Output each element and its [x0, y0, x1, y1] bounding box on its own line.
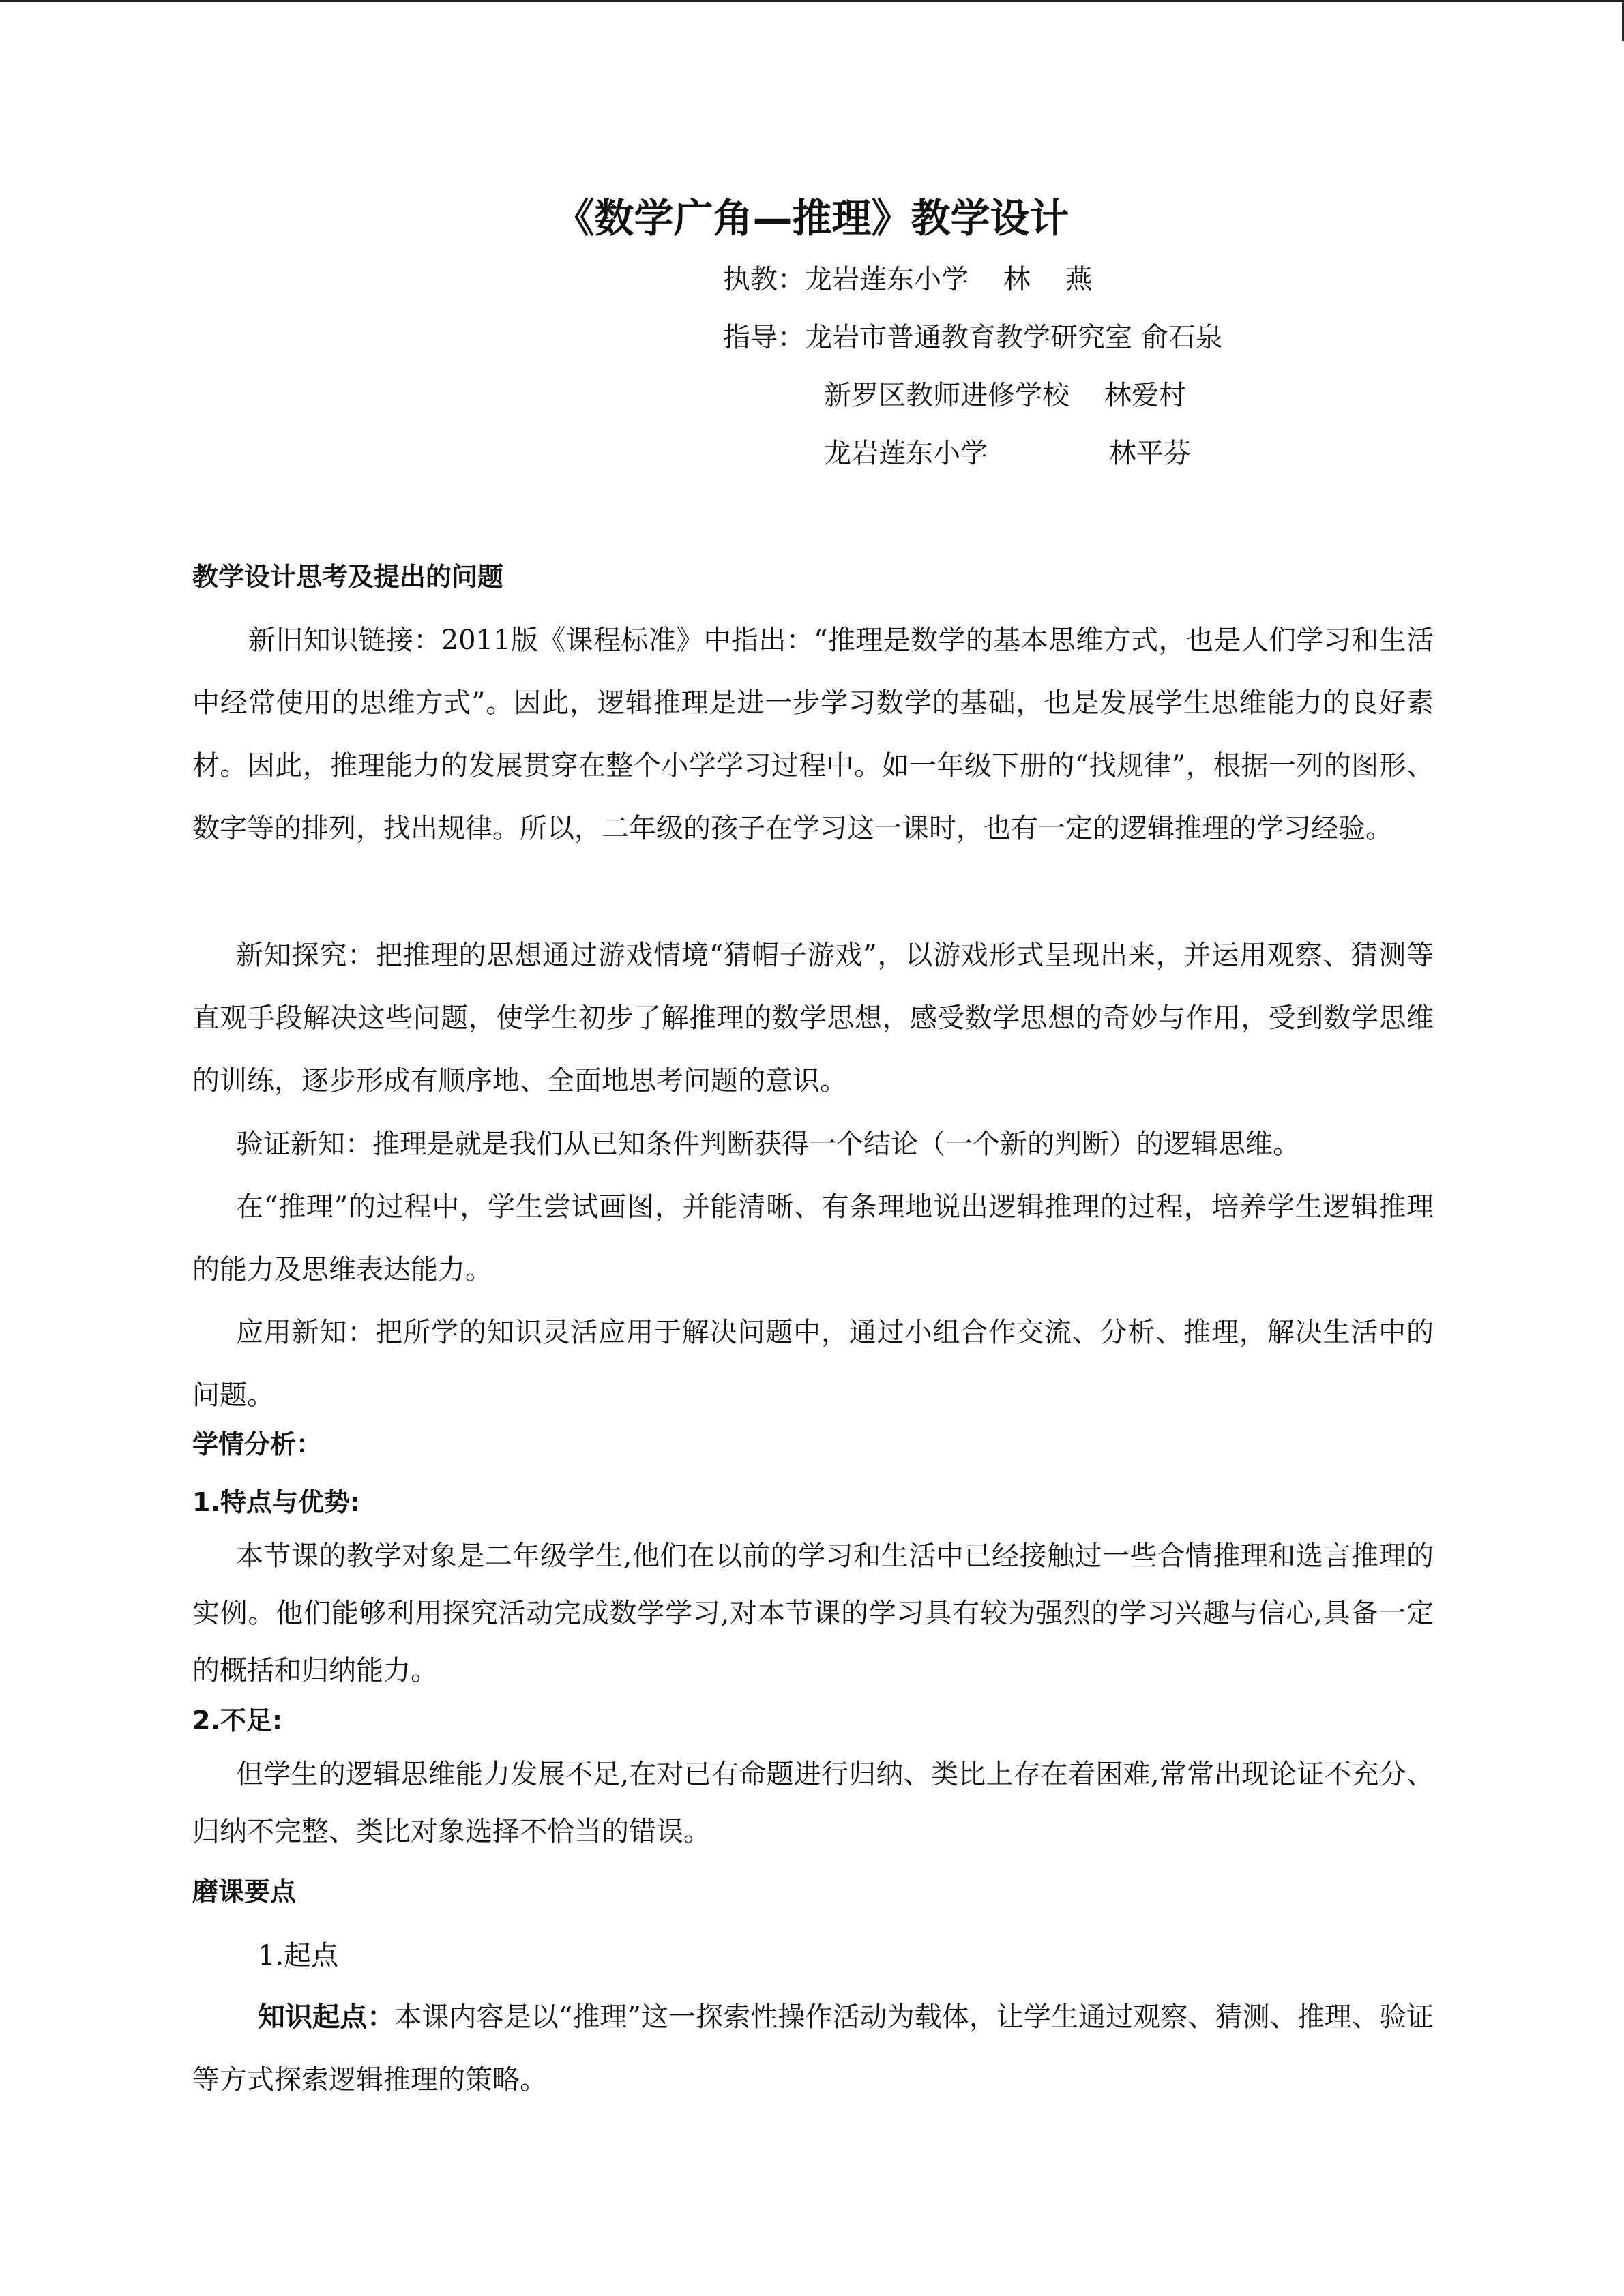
- page-top-border: [0, 0, 1624, 2]
- section-heading-lesson-points: 磨课要点: [192, 1877, 297, 1907]
- paragraph-reasoning-process: 在“推理”的过程中，学生尝试画图，并能清晰、有条理地说出逻辑推理的过程，培养学生逻辑推理的能力及思维表达能力。: [192, 1191, 1434, 1285]
- paragraph-strengths: 本节课的教学对象是二年级学生,他们在以前的学习和生活中已经接触过一些合情推理和选言推理的实例。他们能够利用探究活动完成数学学习,对本节课的学习具有较为强烈的学习兴趣与信心,具备一定的概括和归纳能力。: [192, 1540, 1434, 1686]
- paragraph-knowledge-link: 新旧知识链接：2011版《课程标准》中指出：“推理是数学的基本思维方式，也是人们学习和生活中经常使用的思维方式”。因此，逻辑推理是进一步学习数学的基础，也是发展学生思维能力的良好素材。因此，推理能力的发展贯穿在整个小学学习过程中。如一年级下册的“找规律”，根据一列的图形、数字等的排列，找出规律。所以，二年级的孩子在学习这一课时，也有一定的逻辑推理的学习经验。: [192, 625, 1434, 844]
- knowledge-start-text: 本课内容是以“推理”这一探索性操作活动为载体，让学生通过观察、猜测、推理、验证等方式探索逻辑推理的策略。: [192, 2001, 1434, 2096]
- subheading-weaknesses: 2.不足:: [192, 1705, 283, 1735]
- subheading-starting-point: 1.起点: [258, 1940, 339, 1971]
- paragraph-apply: 应用新知：把所学的知识灵活应用于解决问题中，通过小组合作交流、分析、推理，解决生活中的问题。: [192, 1317, 1434, 1411]
- paragraph-knowledge-start: [192, 1986, 1434, 2111]
- paragraph-weaknesses: 但学生的逻辑思维能力发展不足,在对已有命题进行归纳、类比上存在着困难,常常出现论证不充分、归纳不完整、类比对象选择不恰当的错误。: [192, 1759, 1434, 1847]
- paragraph-verify: 验证新知：推理是就是我们从已知条件判断获得一个结论（一个新的判断）的逻辑思维。: [236, 1129, 1300, 1160]
- section-heading-analysis: 学情分析：: [192, 1429, 323, 1459]
- credit-teacher: 执教：龙岩莲东小学 林 燕: [723, 264, 1093, 295]
- credit-guide-2: 新罗区教师进修学校 林爱村: [824, 380, 1186, 411]
- knowledge-start-label: 知识起点：: [258, 2001, 395, 2033]
- credit-guide-1: 指导：龙岩市普通教育教学研究室 俞石泉: [723, 322, 1223, 353]
- credit-guide-3: 龙岩莲东小学 林平芬: [824, 438, 1192, 469]
- document-title: 《数学广角—推理》教学设计: [555, 195, 1069, 241]
- section-heading-design: 教学设计思考及提出的问题: [192, 562, 504, 592]
- subheading-strengths: 1.特点与优势:: [192, 1487, 361, 1517]
- paragraph-new-knowledge: 新知探究：把推理的思想通过游戏情境“猜帽子游戏”，以游戏形式呈现出来，并运用观察、猜测等直观手段解决这些问题，使学生初步了解推理的数学思想，感受数学思想的奇妙与作用，受到数学思维的训练，逐步形成有顺序地、全面地思考问题的意识。: [192, 940, 1434, 1097]
